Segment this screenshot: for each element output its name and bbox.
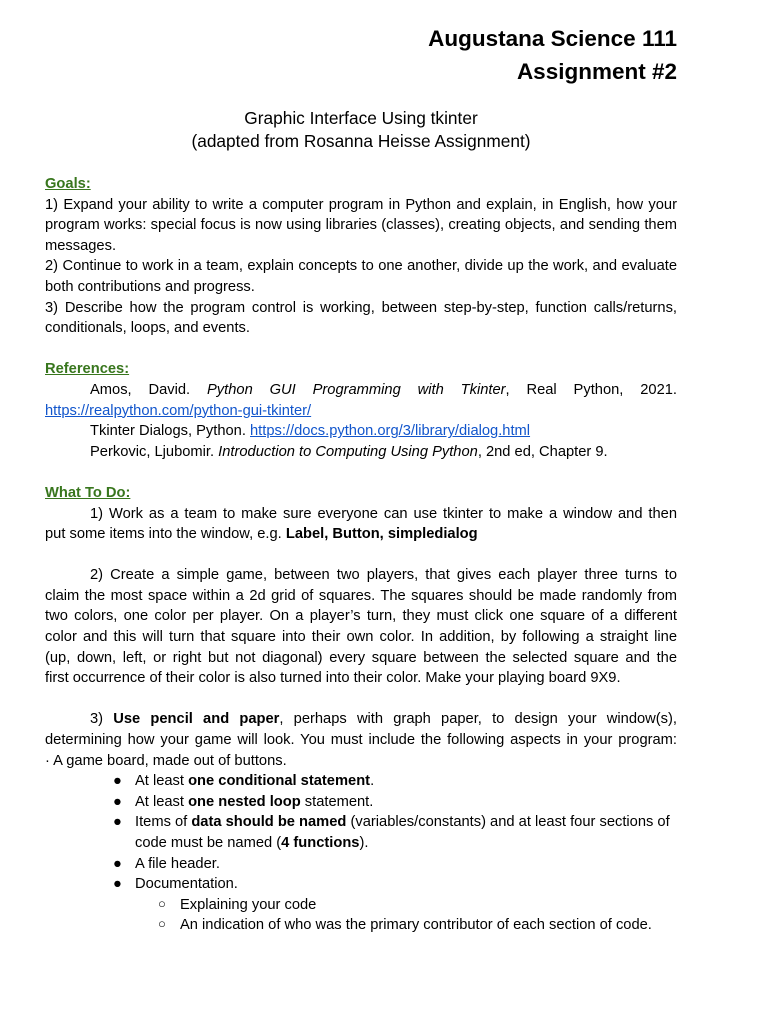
goals-heading: Goals: xyxy=(45,176,91,192)
bullet-4-text: A file header. xyxy=(135,855,220,872)
step-1-line-1: 1) Work as a team to make sure everyone can use tkinter to make a window and then xyxy=(90,505,677,522)
course-title: Augustana Science 111 xyxy=(428,26,677,51)
goal-item-2: 2) Continue to work in a team, explain concepts to one another, divide up the work, and evaluate both contributions and progress. xyxy=(45,258,677,295)
reference-2 xyxy=(45,421,677,442)
bullet-icon: ● xyxy=(113,814,122,831)
step-3-prefix: 3) xyxy=(90,711,114,728)
bullet-3-bold-2: 4 functions xyxy=(281,835,360,851)
step-2-line-6: first occurrence of their color is also turned into their color. Make your playing board 9X9. xyxy=(45,670,621,687)
bullet-1-bold: one conditional statement xyxy=(188,773,371,790)
step-3-line-3: · A game board, made out of buttons. xyxy=(45,752,287,769)
document-subtitle xyxy=(45,107,677,153)
reference-2-text: Tkinter Dialogs, Python. xyxy=(90,423,246,440)
reference-1-rest: , Real Python, 2021. xyxy=(505,381,677,398)
bullet-icon: ● xyxy=(113,855,122,872)
step-3-bold: Use pencil and paper xyxy=(113,711,280,728)
documentation-sublist xyxy=(135,895,677,936)
bullet-5-text: Documentation. xyxy=(135,876,238,893)
bullet-3-post-2: ). xyxy=(359,835,369,851)
step-2-line-1: 2) Create a simple game, between two players, that gives each player three turns to xyxy=(90,567,677,584)
bullet-1-pre: At least xyxy=(135,773,189,790)
circle-bullet-icon: ○ xyxy=(158,916,166,932)
list-item xyxy=(158,895,677,916)
assignment-title: Assignment #2 xyxy=(516,59,677,84)
circle-bullet-icon: ○ xyxy=(158,895,166,911)
step-2-line-5: (up, down, left, or right but not diagonal) every square between the selected square and the xyxy=(45,649,677,666)
subtitle-line-2: (adapted from Rosanna Heisse Assignment) xyxy=(191,131,531,151)
subbullet-2-text: An indication of who was the primary contributor of each section of code. xyxy=(180,917,652,934)
reference-3 xyxy=(45,442,677,463)
reference-1-url-line xyxy=(45,401,677,422)
what-to-do-heading: What To Do: xyxy=(45,484,131,501)
step-1-line-2-text: put some items into the window, e.g. xyxy=(45,526,286,543)
list-item xyxy=(113,771,677,792)
step-2-line-2: claim the most space within a 2d grid of squares. The squares should be made randomly from xyxy=(45,587,677,604)
list-item xyxy=(158,915,677,936)
step-2-line-3: two colors, one color per player. On a player’s turn, they must click one square of a different xyxy=(45,608,677,625)
reference-1-author: Amos, David. xyxy=(90,381,191,398)
bullet-icon: ● xyxy=(113,773,122,790)
bullet-icon: ● xyxy=(113,793,122,810)
bullet-3-pre: Items of xyxy=(135,814,192,831)
step-3-line-1-rest: , perhaps with graph paper, to design your window(s), xyxy=(279,711,677,728)
list-item xyxy=(113,792,677,813)
requirements-list xyxy=(45,771,677,936)
list-item xyxy=(113,874,677,936)
step-1-bold: Label, Button, simpledialog xyxy=(285,526,478,543)
subbullet-1-text: Explaining your code xyxy=(180,896,317,913)
bullet-2-post: statement. xyxy=(300,793,374,810)
reference-1-link[interactable]: https://realpython.com/python-gui-tkinter/ xyxy=(45,402,312,419)
reference-1 xyxy=(45,380,677,401)
reference-1-title: Python GUI Programming with Tkinter xyxy=(207,381,506,398)
step-3-line-2: determining how your game will look. You must include the following aspects in your program: xyxy=(45,732,677,749)
references-heading: References: xyxy=(45,361,130,378)
goal-item-3: 3) Describe how the program control is working, between step-by-step, function calls/returns, conditionals, loops, and events. xyxy=(45,299,677,337)
bullet-3-bold: data should be named xyxy=(191,814,347,831)
list-item xyxy=(113,854,677,875)
reference-3-rest: , 2nd ed, Chapter 9. xyxy=(477,443,608,460)
bullet-3-post: (variables/constants) and at least four sections of code must be named ( xyxy=(135,814,670,851)
bullet-1-post: . xyxy=(370,773,375,790)
step-2-line-4: color and this will turn that square into their own color. In addition, by following a straight line xyxy=(45,629,677,646)
reference-2-link[interactable]: https://docs.python.org/3/library/dialog.html xyxy=(250,423,531,440)
reference-3-title: Introduction to Computing Using Python xyxy=(218,443,478,460)
step-1-line-2 xyxy=(45,524,677,545)
goal-item-1: 1) Expand your ability to write a computer program in Python and explain, in English, how your program works: special focus is now using libraries (classes), creating objects, and sending them messages. xyxy=(45,196,677,254)
subtitle-line-1: Graphic Interface Using tkinter xyxy=(244,108,478,128)
document-page xyxy=(45,22,677,936)
step-3-line-1 xyxy=(45,709,677,730)
bullet-2-pre: At least xyxy=(135,793,189,810)
reference-3-author: Perkovic, Ljubomir. xyxy=(90,443,215,460)
list-item xyxy=(113,812,677,853)
bullet-2-bold: one nested loop xyxy=(188,793,301,810)
bullet-icon: ● xyxy=(113,876,122,893)
